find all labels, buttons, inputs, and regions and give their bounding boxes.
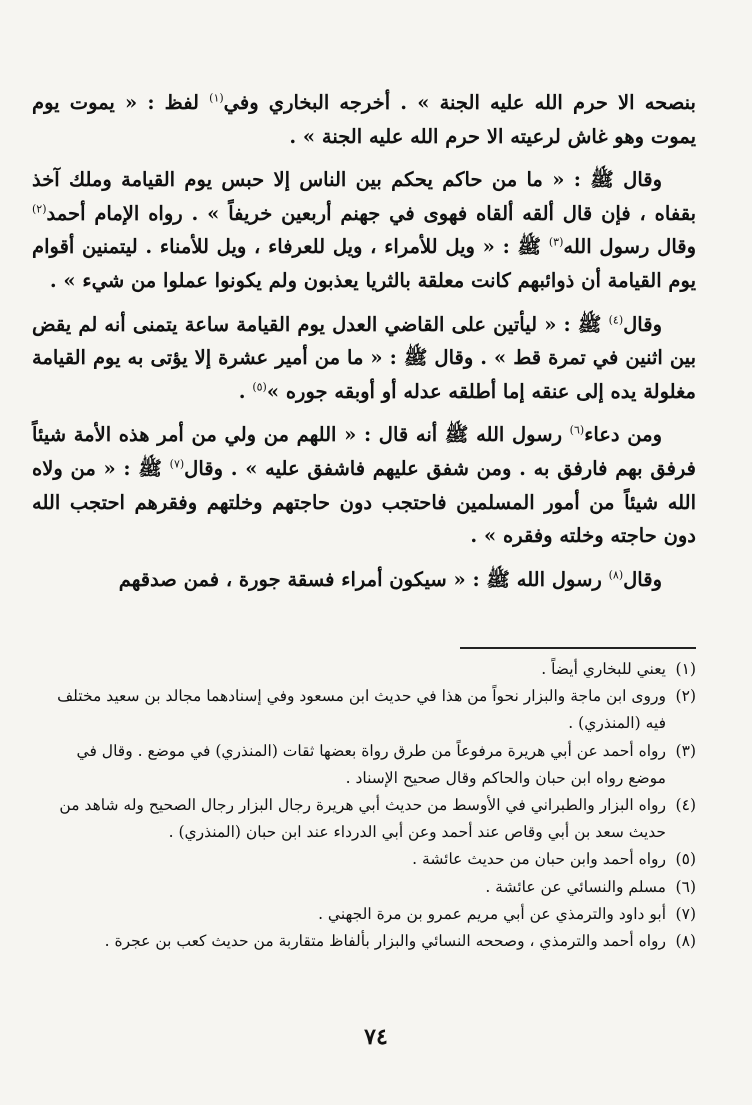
page-number: ٧٤ — [364, 1024, 388, 1050]
footnote-item: (٤) رواه البزار والطبراني في الأوسط من حديث أبي هريرة رجال البزار رجال الصحيح وله شاهد من حديث سعد بن أبي وقاص عند أحمد وعن أبي الدرداء عند ابن حبان (المنذري) . — [59, 796, 696, 842]
footnote-ref: (٧) — [169, 457, 185, 471]
footnote-item: (١) يعني للبخاري أيضاً . — [541, 660, 696, 678]
footnote-item: (٥) رواه أحمد وابن حبان من حديث عائشة . — [412, 850, 696, 869]
footnotes-list — [34, 656, 696, 955]
footnote-ref: (٥) — [252, 380, 267, 394]
footnote-ref: (١) — [209, 91, 224, 105]
footnote-ref: (٨) — [608, 568, 624, 582]
footnote-ref: (٣) — [548, 235, 564, 249]
footnote-ref: (٢) — [32, 202, 47, 216]
footnote-item: (٢) وروى ابن ماجة والبزار نحواً من هذا في حديث ابن مسعود وفي إسنادهما مجالد بن سعيد مختلف فيه (المنذري) . — [57, 687, 696, 733]
footnote-ref: (٦) — [569, 423, 585, 437]
footnote-ref: (٤) — [608, 313, 624, 327]
footnote-item: (٨) رواه أحمد والترمذي ، وصححه النسائي والبزار بألفاظ متقاربة من حديث كعب بن عجرة . — [104, 932, 696, 951]
footnote-item: (٧) أبو داود والترمذي عن أبي مريم عمرو بن مرة الجهني . — [318, 904, 696, 923]
main-text — [32, 86, 696, 606]
paragraph-5: وقال$^{(٨)}$ رسول الله ﷺ : « سيكون أمراء فسقة جورة ، فمن صدقهم — [118, 567, 662, 591]
footnote-item: (٦) مسلم والنسائي عن عائشة . — [485, 877, 696, 896]
paragraph-2: وقال ﷺ : « ما من حاكم يحكم بين الناس إلا حبس يوم القيامة وملك آخذ بقفاه ، فإن قال ألقه ألقاه فهوى في جهنم أربعين خريفاً » . رواه الإمام أحمد$^{(٢)}$ وقال رسول الله$^{(٣)}$ ﷺ : « ويل للأمراء ، ويل للعرفاء ، ويل للأمناء . ليتمنين أقوام يوم القيامة أن ذوائبهم كانت معلقة بالثريا يعذبون ولم يكونوا عملوا من شيء » . — [32, 168, 696, 292]
footnote-divider — [460, 647, 696, 649]
footnote-item: (٣) رواه أحمد عن أبي هريرة مرفوعاً من طرق رواة بعضها ثقات (المنذري) في موضع . وقال في موضع رواه ابن حبان والحاكم وقال صحيح الإسناد . — [76, 741, 696, 787]
paragraph-4: ومن دعاء$^{(٦)}$ رسول الله ﷺ أنه قال : « اللهم من ولي من أمر هذه الأمة شيئاً فرفق بهم فارفق به . ومن شفق عليهم فاشفق عليه » . وقال$^{(٧)}$ ﷺ : « من ولاه الله شيئاً من أمور المسلمين فاحتجب دون حاجتهم وخلتهم وفقرهم احتجب الله دون حاجته وخلته وفقره » . — [32, 423, 697, 548]
paragraph-1: بنصحه الا حرم الله عليه الجنة » . أخرجه البخاري وفي$^{(١)}$ لفظ : « يموت يوم يموت وهو غاش لرعيته الا حرم الله عليه الجنة » . — [32, 91, 696, 148]
paragraph-3: وقال$^{(٤)}$ ﷺ : « ليأتين على القاضي العدل يوم القيامة ساعة يتمنى أنه لم يقض بين اثنين في تمرة قط » . وقال ﷺ : « ما من أمير عشرة إلا يؤتى به يوم القيامة مغلولة يده إلى عنقه إما أطلقه عدله أو أوبقه جوره »$^{(٥)}$ . — [32, 312, 696, 403]
